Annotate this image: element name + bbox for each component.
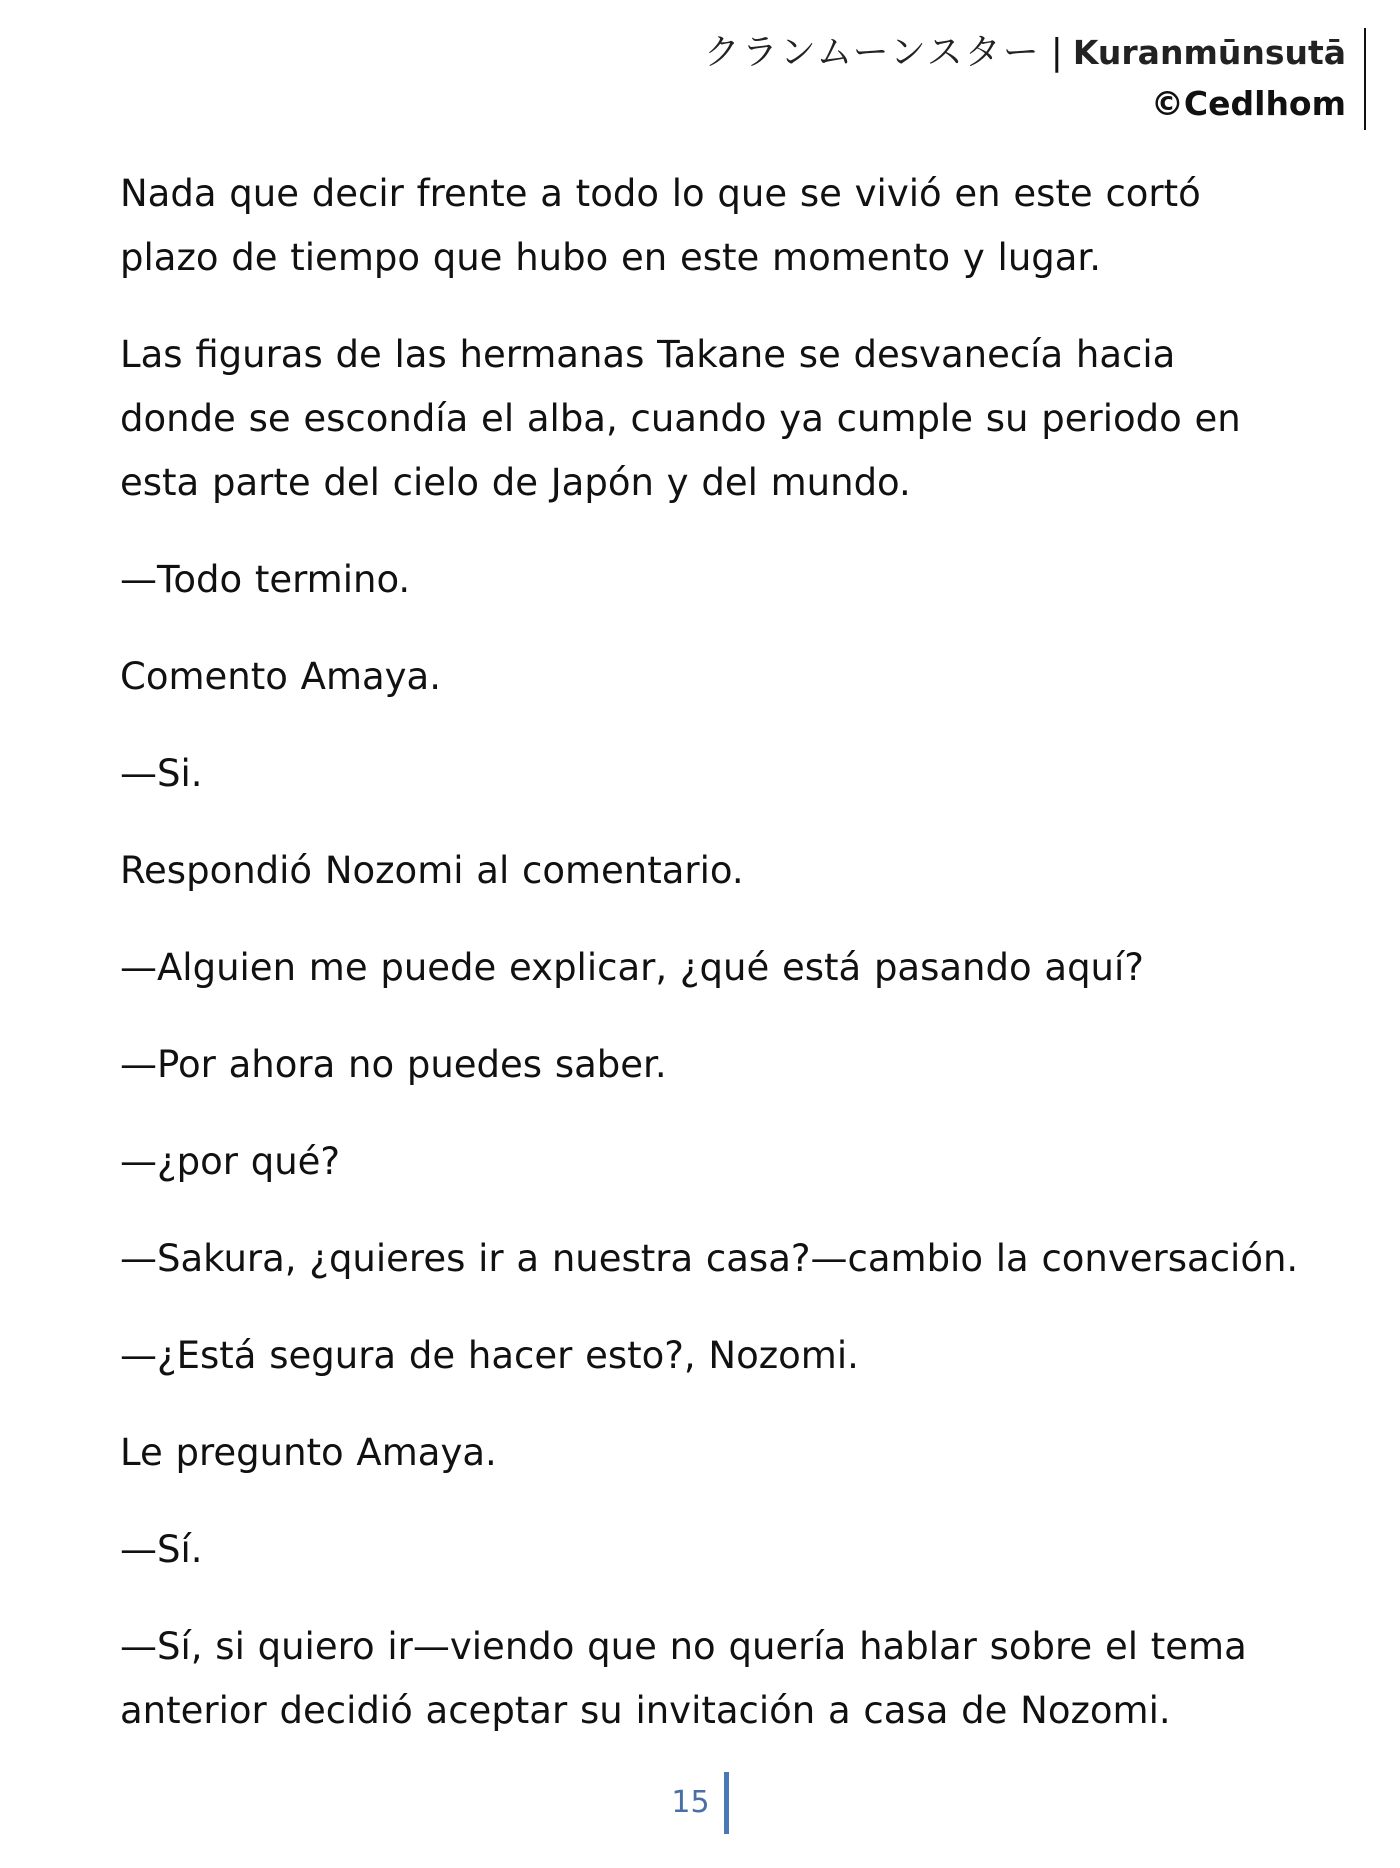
paragraph: —Por ahora no puedes saber. — [120, 1043, 667, 1086]
page-header — [704, 28, 1366, 130]
paragraph: —Sí, si quiero ir—viendo que no quería hablar sobre el tema anterior decidió aceptar su invitación a casa de Nozomi. — [120, 1625, 1247, 1732]
header-japanese-title: クランムーンスター — [703, 32, 1041, 73]
paragraph: —Sí. — [120, 1528, 203, 1571]
paragraph: —¿por qué? — [120, 1140, 341, 1183]
paragraph: —¿Está segura de hacer esto?, Nozomi. — [120, 1334, 859, 1377]
header-romaji-title: Kuranmūnsutā — [1072, 33, 1346, 72]
body-text — [120, 162, 1300, 1776]
paragraph: Las figuras de las hermanas Takane se desvanecía hacia donde se escondía el alba, cuando ya cumple su periodo en esta parte del cielo de Japón y del mundo. — [120, 333, 1241, 504]
paragraph: Comento Amaya. — [120, 655, 441, 698]
header-separator: | — [1050, 32, 1063, 73]
paragraph: Respondió Nozomi al comentario. — [120, 849, 744, 892]
paragraph: —Alguien me puede explicar, ¿qué está pasando aquí? — [120, 946, 1144, 989]
paragraph: Le pregunto Amaya. — [120, 1431, 497, 1474]
page-number: 15 — [671, 1772, 728, 1834]
paragraph: Nada que decir frente a todo lo que se vivió en este cortó plazo de tiempo que hubo en este momento y lugar. — [120, 172, 1201, 279]
paragraph: —Si. — [120, 752, 203, 795]
page-footer — [0, 1772, 1400, 1834]
header-copyright: ©Cedlhom — [1150, 84, 1346, 123]
paragraph: —Todo termino. — [120, 558, 411, 601]
header-title-line — [704, 28, 1346, 78]
paragraph: —Sakura, ¿quieres ir a nuestra casa?—cambio la conversación. — [120, 1237, 1299, 1280]
